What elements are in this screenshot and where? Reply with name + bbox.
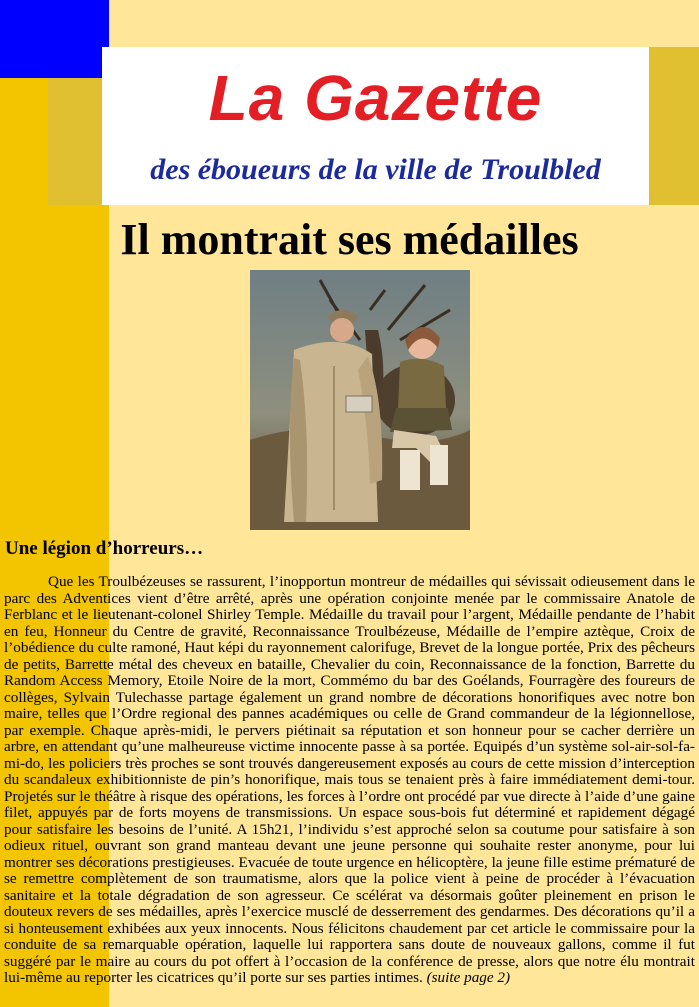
article-text: Que les Troulbézeuses se rassurent, l’inopportun montreur de médailles qui sévissait odieusement dans le parc des Adventices vient d’être arrêté, après une opération conjointe menée par le commissaire Anatole de Ferblanc et le lieutenant-colonel Shirley Temple. Médaille du travail pour l’argent, Médaille pendante de l’habit en feu, Honneur du Centre de gravité, Reconnaissance Troulbézeuse, Médaille de l’empire aztèque, Croix de l’obédience du culte ramoné, Haut képi du rayonnement calorifuge, Brevet de la longue portée, Prix des pêcheurs de petits, Barrette métal des cheveux en bataille, Chevalier du coin, Reconnaissance de la fonction, Barrette du Random Access Memory, Etoile Noire de la mort, Commémo du bar des Goélands, Fourragère des foureurs de collèges, Sylvain Tulechasse partage également un grand nombre de décorations honorifiques avec notre bon maire, telles que l’Ordre regional des pannes académiques ou celle de Grand commandeur de la légionnellose, par exemple. Chaque après-midi, le pervers piétinait sa réputation et son honneur pour se cacher derrière un arbre, en attendant qu’une malheureuse victime innocente passe à sa portée. Equipés d’un système sol-air-sol-fa-mi-do, les policiers très proches se sont trouvés dangereusement exposés au cours de cette mission d’interception du scandaleux exhibitionniste de pin’s honorifique, mais tous se tenaient près à faire immédiatement demi-tour. Projetés sur le théâtre à risque des opérations, les forces à l’ordre ont procédé par vue directe à l’aide d’une gaine filet, appuyés par de forts moyens de transmissions. Un espace sous-bois fut déterminé et rapidement dégagé pour satisfaire les besoins de l’unité. A 15h21, l’individu s’est approché selon sa coutume pour satisfaire à son odieux rituel, ouvrant son grand manteau devant une jeune personne qui souhaite rester anonyme, pour lui montrer ses décorations prestigieuses. Evacuée de toute urgence en hélicoptère, la jeune fille estime prématuré de se remettre complètement de son traumatisme, alors que la police vient à peine de procéder à l’évacuation sanitaire et la totale dégradation de son agresseur. Ce scélérat va désormais goûter pleinement en prison le douteux revers de ses médailles, après l’exercice musclé de desserrement des gendarmes. Des décorations qu’il a si honteusement exhibées aux yeux innocents. Nous félicitons chaudement par cet article le commissaire pour la conduite de sa remarquable opération, laquelle lui rapportera sans doute de nouveaux gallons, comme il fut suggéré par le maire au cours du pot offert à l’occasion de la conférence de presse, alors que notre élu montrait lui-même au reporter les cicatrices qu’il porte sur ses parties intimes. [4,573,695,986]
corner-blue-block [0,0,109,78]
masthead [102,47,649,205]
masthead-subtitle: des éboueurs de la ville de Troulbled [150,153,601,186]
article-body [4,574,695,987]
section-title: Une légion d’horreurs… [5,538,204,559]
masthead-title: La Gazette [208,62,543,134]
article-photo [250,270,470,530]
headline: Il montrait ses médailles [120,215,579,264]
continued-note: (suite page 2) [426,969,511,986]
